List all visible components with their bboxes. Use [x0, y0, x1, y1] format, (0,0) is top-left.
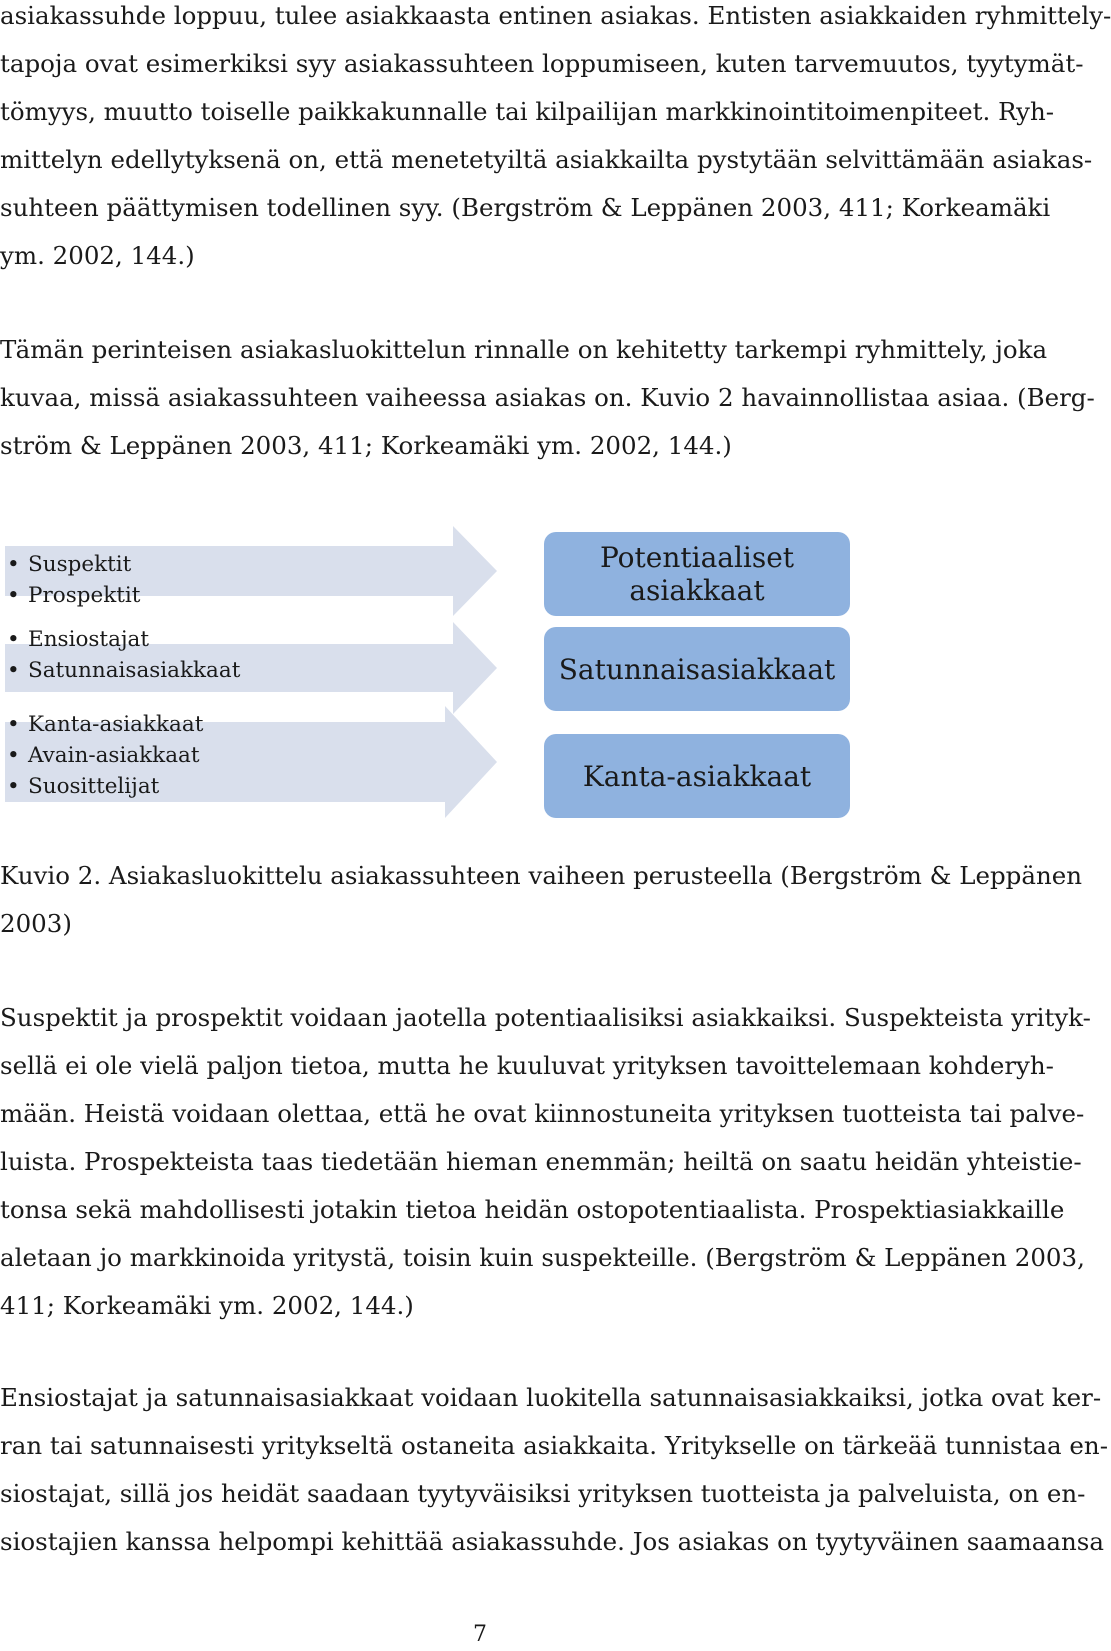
paragraph-former-customers — [0, 0, 1111, 280]
text-line: mittelyn edellytyksenä on, että menetetyiltä asiakkailta pystytään selvittämään asiakas- — [0, 145, 1093, 174]
caption-line: 2003) — [0, 909, 72, 938]
text-line: ym. 2002, 144.) — [0, 241, 195, 270]
text-line: mään. Heistä voidaan olettaa, että he ovat kiinnostuneita yrityksen tuotteista tai palve- — [0, 1099, 1085, 1128]
text-line: kuvaa, missä asiakassuhteen vaiheessa asiakas on. Kuvio 2 havainnollistaa asiaa. (Berg- — [0, 383, 1095, 412]
figure-caption — [0, 852, 1083, 948]
text-line: Ensiostajat ja satunnaisasiakkaat voidaan luokitella satunnaisasiakkaiksi, jotka ovat ker- — [0, 1383, 1102, 1412]
list-item: • Suspektit — [5, 549, 140, 580]
list-item: • Avain-asiakkaat — [5, 740, 203, 771]
paragraph-classification-intro — [0, 326, 1095, 470]
box-label: Satunnaisasiakkaat — [558, 652, 836, 686]
list-item: • Prospektit — [5, 580, 140, 611]
text-line: ström & Leppänen 2003, 411; Korkeamäki ym. 2002, 144.) — [0, 431, 732, 460]
stage-box-potential — [544, 532, 850, 616]
page-number: 7 — [473, 1622, 487, 1647]
text-line: tapoja ovat esimerkiksi syy asiakassuhteen loppumiseen, kuten tarvemuutos, tyytymät- — [0, 49, 1084, 78]
text-line: luista. Prospekteista taas tiedetään hieman enemmän; heiltä on saatu heidän yhteistie- — [0, 1147, 1082, 1176]
text-line: tonsa sekä mahdollisesti jotakin tietoa heidän ostopotentiaalista. Prospektiasiakkaille — [0, 1195, 1065, 1224]
text-line: ran tai satunnaisesti yritykseltä ostaneita asiakkaita. Yritykselle on tärkeää tunnistaa en- — [0, 1431, 1108, 1460]
stage-box-loyal — [544, 734, 850, 818]
text-line: Tämän perinteisen asiakasluokittelun rinnalle on kehitetty tarkempi ryhmittely, joka — [0, 335, 1048, 364]
text-line: aletaan jo markkinoida yritystä, toisin kuin suspekteille. (Bergström & Leppänen 2003, — [0, 1243, 1085, 1272]
stage-arrow-loyal — [5, 712, 525, 840]
box-label: Kanta-asiakkaat — [582, 759, 812, 793]
text-line: Suspektit ja prospektit voidaan jaotella potentiaalisiksi asiakkaiksi. Suspekteista yrityk- — [0, 1003, 1091, 1032]
customer-classification-diagram — [0, 520, 960, 850]
text-line: asiakassuhde loppuu, tulee asiakkaasta entinen asiakas. Entisten asiakkaiden ryhmittely- — [0, 1, 1111, 30]
text-line: 411; Korkeamäki ym. 2002, 144.) — [0, 1291, 414, 1320]
text-line: siostajat, sillä jos heidät saadaan tyytyväisiksi yrityksen tuotteista ja palveluista, on en- — [0, 1479, 1086, 1508]
stage-list — [5, 624, 240, 686]
text-line: siostajien kanssa helpompi kehittää asiakassuhde. Jos asiakas on tyytyväinen saamaansa — [0, 1527, 1104, 1556]
list-item: • Satunnaisasiakkaat — [5, 655, 240, 686]
stage-list — [5, 549, 140, 611]
list-item: • Ensiostajat — [5, 624, 240, 655]
list-item: • Suosittelijat — [5, 771, 203, 802]
text-line: tömyys, muutto toiselle paikkakunnalle tai kilpailijan markkinointitoimenpiteet. Ryh- — [0, 97, 1055, 126]
stage-box-occasional — [544, 627, 850, 711]
text-line: suhteen päättymisen todellinen syy. (Bergström & Leppänen 2003, 411; Korkeamäki — [0, 193, 1051, 222]
paragraph-potential-customers — [0, 994, 1091, 1330]
stage-arrow-potential — [5, 526, 525, 626]
box-label: Potentiaaliset asiakkaat — [599, 541, 795, 607]
text-line: sellä ei ole vielä paljon tietoa, mutta he kuuluvat yrityksen tavoittelemaan kohderyh- — [0, 1051, 1054, 1080]
list-item: • Kanta-asiakkaat — [5, 709, 203, 740]
paragraph-occasional-customers — [0, 1374, 1108, 1566]
stage-list — [5, 709, 203, 802]
caption-line: Kuvio 2. Asiakasluokittelu asiakassuhteen vaiheen perusteella (Bergström & Leppänen — [0, 861, 1083, 890]
